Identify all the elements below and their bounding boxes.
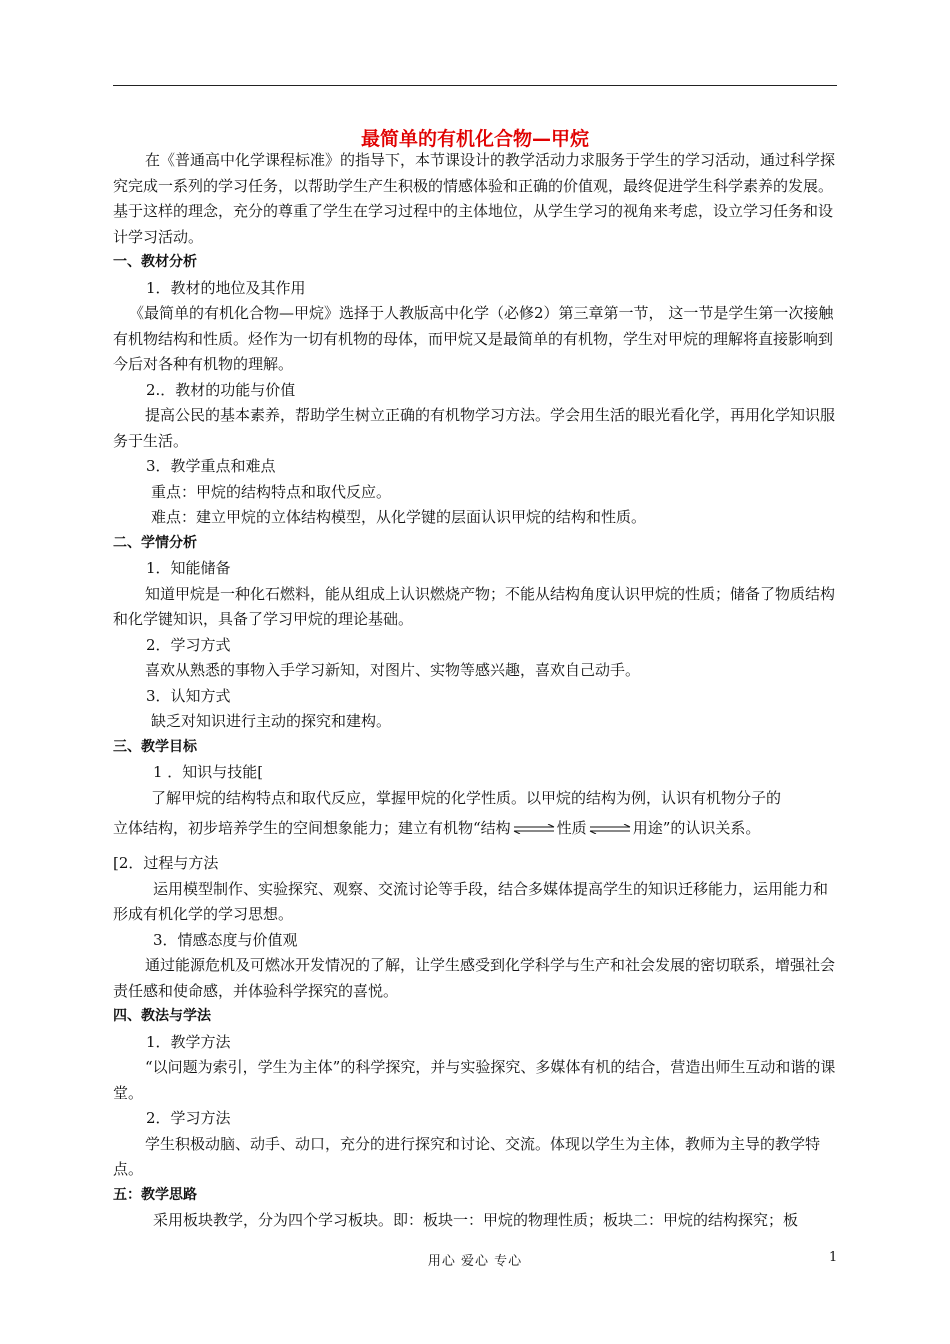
paragraph: 通过能源危机及可燃冰开发情况的了解，让学生感受到化学科学与生产和社会发展的密切联系，增强社会责任感和使命感，并体验科学探究的喜悦。 <box>113 956 836 1000</box>
document-title: 最简单的有机化合物—甲烷 <box>360 128 589 150</box>
subheading: 3．认知方式 <box>146 686 231 705</box>
paragraph: 运用模型制作、实验探究、观察、交流讨论等手段，结合多媒体提高学生的知识迁移能力，运用能力和形成有机化学的学习思想。 <box>113 879 829 923</box>
paragraph: 学生积极动脑、动手、动口，充分的进行探究和讨论、交流。体现以学生为主体，教师为主导的教学特点。 <box>113 1134 821 1178</box>
relation-text-pre: 立体结构，初步培养学生的空间想象能力；建立有机物“结构 <box>113 819 511 837</box>
equilibrium-arrow-icon <box>588 824 632 834</box>
paragraph: 难点：建立甲烷的立体结构模型，从化学键的层面认识甲烷的结构和性质。 <box>151 508 647 526</box>
intro-paragraph: 在《普通高中化学课程标准》的指导下，本节课设计的教学活动力求服务于学生的学习活动，通过科学探究完成一系列的学习任务，以帮助学生产生积极的情感体验和正确的价值观，最终促进学生科学素养的发展。基于这样的理念，充分的尊重了学生在学习过程中的主体地位，从学生学习的视角来考虑，设立学习任务和设计学习活动。 <box>113 151 836 246</box>
subheading: [2．过程与方法 <box>113 854 219 872</box>
subheading: 1．教材的地位及其作用 <box>146 278 306 297</box>
paragraph: 缺乏对知识进行主动的探究和建构。 <box>151 712 392 730</box>
paragraph: 喜欢从熟悉的事物入手学习新知，对图片、实物等感兴趣，喜欢自己动手。 <box>145 661 641 679</box>
paragraph: 《最简单的有机化合物—甲烷》选择于人教版高中化学（必修2）第三章第一节， 这一节是学生第一次接触有机物结构和性质。烃作为一切有机物的母体，而甲烷又是最简单的有机物，学生对甲烷的理解将直接影响到今后对各种有机物的理解。 <box>113 304 834 373</box>
page-number: 1 <box>829 1250 838 1265</box>
paragraph: 知道甲烷是一种化石燃料，能从组成上认识燃烧产物；不能从结构角度认识甲烷的性质；储备了物质结构和化学键知识，具备了学习甲烷的理论基础。 <box>113 584 836 628</box>
section-heading-3: 三、教学目标 <box>113 738 197 755</box>
paragraph: 采用板块教学，分为四个学习板块。即：板块一：甲烷的物理性质；板块二：甲烷的结构探究；板 <box>153 1211 799 1229</box>
relation-text-post: 用途”的认识关系。 <box>632 819 761 837</box>
relation-line <box>113 811 837 845</box>
subheading: 3．情感态度与价值观 <box>153 930 298 949</box>
paragraph: “以问题为索引，学生为主体”的科学探究，并与实验探究、多媒体有机的结合，营造出师生互动和谐的课堂。 <box>113 1058 836 1102</box>
subheading: 2.．教材的功能与价值 <box>146 380 296 399</box>
document-body <box>113 148 837 1234</box>
subheading: 2．学习方法 <box>146 1109 231 1127</box>
equilibrium-arrow-icon <box>512 824 556 834</box>
section-heading-4: 四、教法与学法 <box>113 1008 211 1024</box>
section-heading-2: 二、学情分析 <box>113 534 197 551</box>
section-heading-5: 五：教学思路 <box>113 1186 197 1203</box>
paragraph: 重点：甲烷的结构特点和取代反应。 <box>151 482 392 501</box>
subheading: 2．学习方式 <box>146 635 231 654</box>
subheading: 1 ．知识与技能[ <box>153 763 264 781</box>
paragraph: 了解甲烷的结构特点和取代反应，掌握甲烷的化学性质。以甲烷的结构为例，认识有机物分子的 <box>151 788 782 807</box>
subheading: 3．教学重点和难点 <box>146 457 276 475</box>
page-footer: 用心 爱心 专心 <box>427 1254 523 1269</box>
header-rule <box>113 85 837 86</box>
subheading: 1．教学方法 <box>146 1032 231 1051</box>
section-heading-1: 一、教材分析 <box>113 254 197 270</box>
relation-text-mid: 性质 <box>556 819 587 837</box>
paragraph: 提高公民的基本素养，帮助学生树立正确的有机物学习方法。学会用生活的眼光看化学，再用化学知识服务于生活。 <box>113 406 836 450</box>
subheading: 1．知能储备 <box>146 559 231 577</box>
